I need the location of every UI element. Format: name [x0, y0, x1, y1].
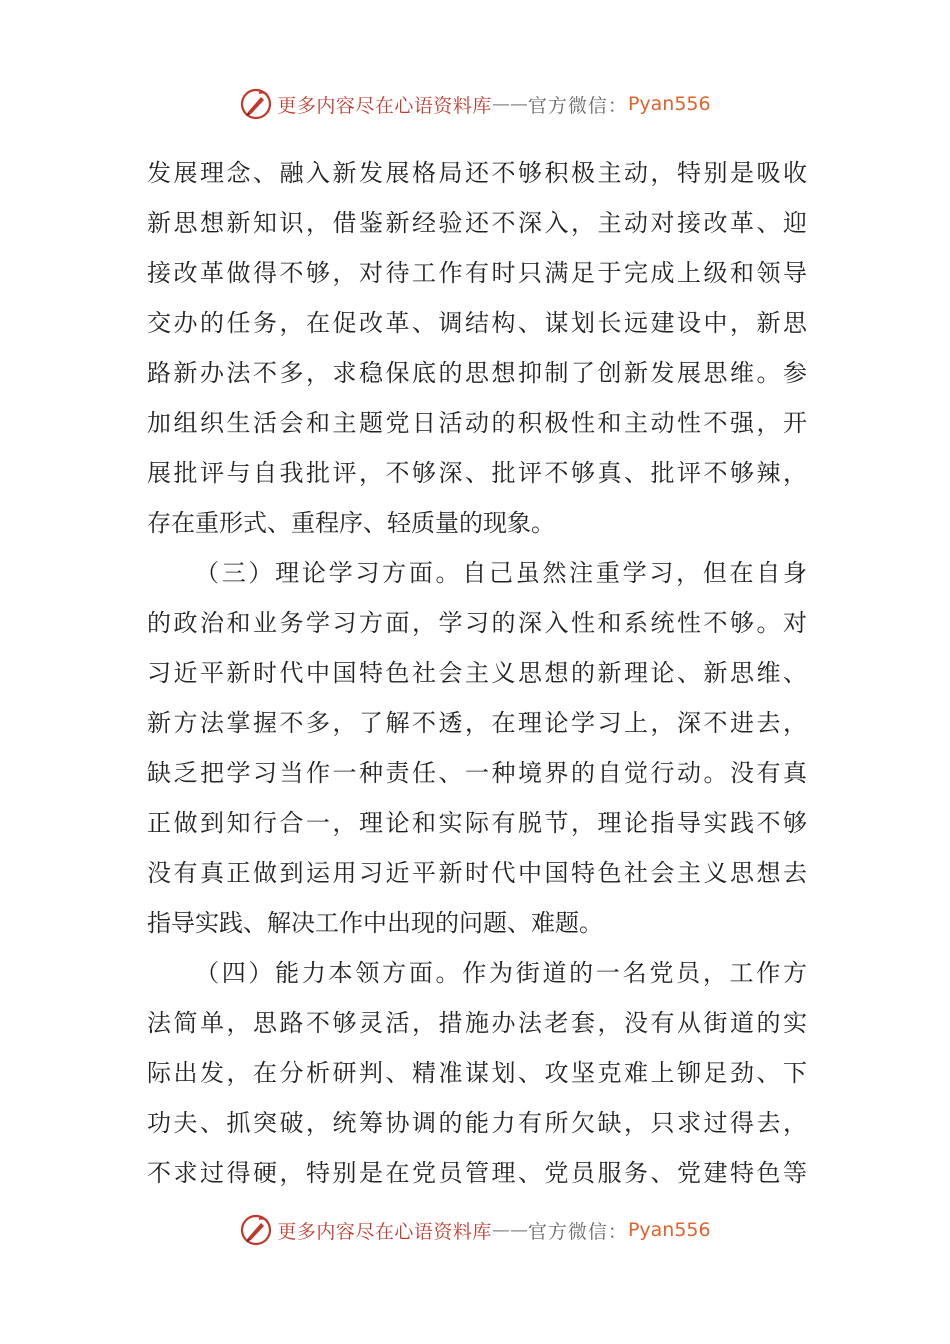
text-line: 法简单，思路不够灵活，措施办法老套，没有从街道的实	[147, 1009, 807, 1037]
text-line: 际出发，在分析研判、精准谋划、攻坚克难上铆足劲、下	[147, 1059, 807, 1087]
text-line: 没有真正做到运用习近平新时代中国特色社会主义思想去	[147, 859, 807, 887]
text-line: 加组织生活会和主题党日活动的积极性和主动性不强，开	[147, 409, 807, 437]
text-line: 新思想新知识，借鉴新经验还不深入，主动对接改革、迎	[147, 209, 807, 237]
watermark-wechat-id: Pyan556	[627, 93, 711, 115]
text-line: 缺乏把学习当作一种责任、一种境界的自觉行动。没有真	[147, 759, 807, 787]
text-line: 发展理念、融入新发展格局还不够积极主动，特别是吸收	[147, 159, 807, 187]
watermark-wechat-id: Pyan556	[627, 1219, 711, 1241]
text-line: 新方法掌握不多，了解不透，在理论学习上，深不进去，	[147, 709, 807, 737]
text-line: 不求过得硬，特别是在党员管理、党员服务、党建特色等	[147, 1159, 807, 1187]
watermark-wechat-label: 官方微信：	[527, 94, 628, 117]
text-line: 习近平新时代中国特色社会主义思想的新理论、新思维、	[147, 659, 807, 687]
text-line: 交办的任务，在促改革、调结构、谋划长远建设中，新思	[147, 309, 807, 337]
watermark-separator: ——	[491, 1219, 528, 1241]
section-heading-line: （三）理论学习方面。自己虽然注重学习，但在自身	[195, 559, 807, 587]
watermark-brand-text: 更多内容尽在心语资料库	[277, 94, 492, 117]
pen-circle-logo-icon	[239, 1213, 273, 1247]
text-line: 存在重形式、重程序、轻质量的现象。	[147, 509, 555, 537]
section-heading-line: （四）能力本领方面。作为街道的一名党员，工作方	[195, 959, 807, 987]
text-line: 的政治和业务学习方面，学习的深入性和系统性不够。对	[147, 609, 807, 637]
watermark-wechat-label: 官方微信：	[527, 1220, 628, 1243]
watermark-brand-text: 更多内容尽在心语资料库	[277, 1220, 492, 1243]
text-line: 展批评与自我批评，不够深、批评不够真、批评不够辣，	[147, 459, 807, 487]
text-line: 功夫、抓突破，统筹协调的能力有所欠缺，只求过得去，	[147, 1109, 807, 1137]
text-line: 正做到知行合一，理论和实际有脱节，理论指导实践不够	[147, 809, 807, 837]
text-line: 接改革做得不够，对待工作有时只满足于完成上级和领导	[147, 259, 807, 287]
document-body	[147, 148, 807, 1198]
watermark-footer	[0, 1210, 950, 1250]
pen-circle-logo-icon	[239, 87, 273, 121]
text-line: 指导实践、解决工作中出现的问题、难题。	[147, 909, 603, 937]
watermark-header	[0, 84, 950, 124]
text-line: 路新办法不多，求稳保底的思想抑制了创新发展思维。参	[147, 359, 807, 387]
watermark-separator: ——	[491, 93, 528, 115]
